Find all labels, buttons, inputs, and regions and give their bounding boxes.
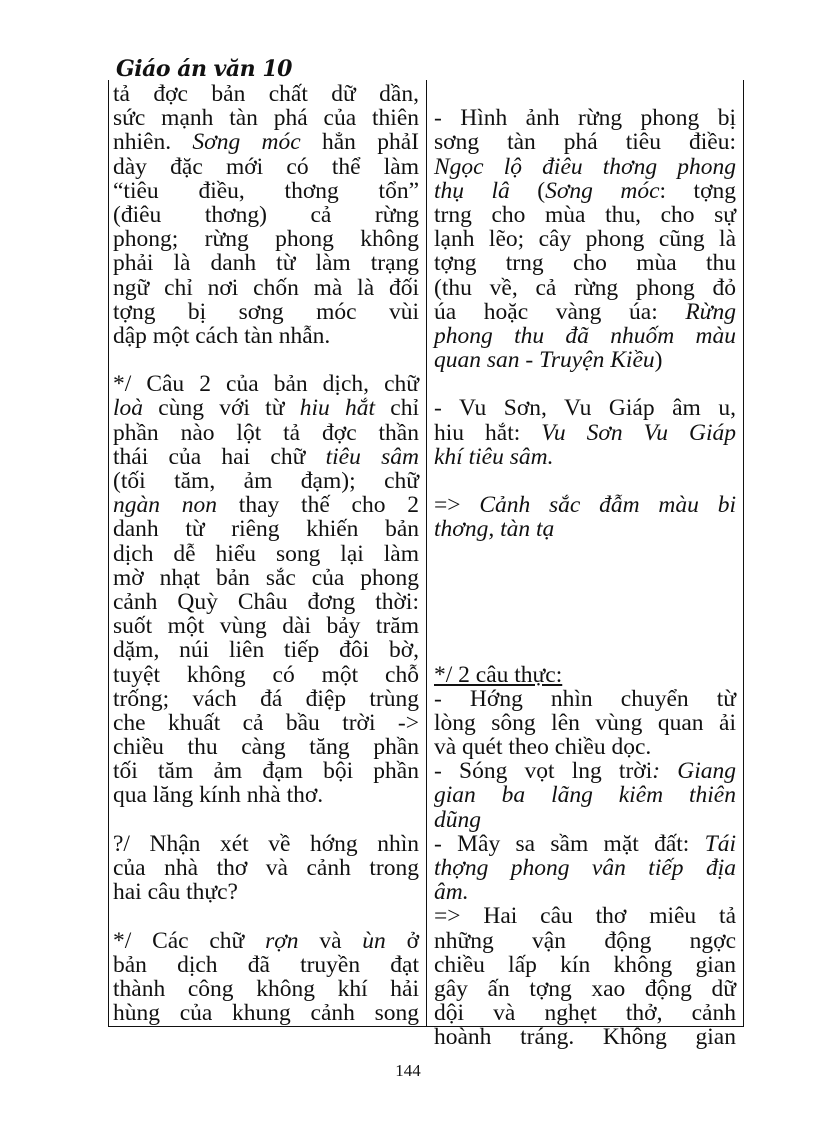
text-segment: ) [654,347,663,374]
text-line [434,759,736,783]
text-line: tuyệt không có một chỗ [113,661,419,688]
text-line: sơng tàn phá tiêu điều: [434,129,736,156]
text-segment: thợng phong vân tiếp địa [434,855,736,881]
blank-line [113,348,419,372]
document-header: Giáo án văn 10 [116,56,292,82]
text-line: cảnh Quỳ Châu đơng thời: [113,588,419,615]
text-segment: cùng với từ [143,395,300,422]
text-line [434,324,736,348]
text-line: và quét theo chiều dọc. [434,734,652,761]
text-line: - Vu Sơn, Vu Giáp âm u, [434,395,736,422]
text-line [113,396,419,420]
text-segment: gian ba lãng kiêm thiên [434,782,736,809]
text-segment: => [434,492,480,519]
text-segment: thay thế cho 2 [217,492,419,519]
text-line: lạnh lẽo; cây phong cũng là [434,226,736,253]
text-segment: */ 2 câu thực: [434,661,563,688]
text-segment: thụ lâ [434,177,510,204]
text-segment: thái của hai chữ [113,443,326,470]
blank-line [434,542,736,566]
text-line: phần nào lột tả đợc thần [113,419,419,446]
text-line: chiều lấp kín không gian [434,951,736,978]
text-segment: khí tiêu sâm. [434,443,554,470]
text-segment: - Sóng vọt lng trời [434,758,653,785]
text-line: tả đợc bản chất dữ dần, [113,81,419,107]
text-line: ngữ chỉ nơi chốn mà là đối [113,274,419,301]
text-segment: ( [509,177,546,204]
text-line: qua lăng kính nhà thơ. [113,782,324,809]
text-line: dội và nghẹt thở, cảnh [434,1000,736,1027]
left-column-text [113,82,419,1026]
text-line [434,300,736,324]
text-segment: Tái [704,830,736,857]
text-line: tợng trng cho mùa thu [434,250,736,277]
text-line: phong; rừng phong không [113,226,419,253]
text-segment: hiu hắt: [434,419,542,446]
text-line: hùng của khung cảnh song [113,1000,419,1027]
text-segment: */ Các chữ [113,927,266,954]
text-line: (tối tăm, ảm đạm); chữ [113,468,419,494]
text-segment: : Giang [652,758,737,785]
text-segment: úa hoặc vàng úa: [434,298,686,325]
text-line [113,130,419,154]
blank-line [113,904,419,928]
text-line: “tiêu điều, thơng tổn” [113,177,419,204]
text-segment: Vu Sơn Vu Giáp [541,419,736,446]
blank-line [434,82,736,106]
text-segment: dũng [434,806,481,833]
text-line: sức mạnh tàn phá của thiên [113,105,419,132]
text-line: thành công không khí hải [113,975,419,1002]
text-line: (điêu thơng) cả rừng [113,201,419,228]
text-line [434,517,736,541]
text-line: chiều thu càng tăng phần [113,734,419,761]
blank-line [434,638,736,662]
text-line [113,929,419,953]
text-segment: hẳn phảI [300,129,419,156]
right-column-text [434,82,737,1051]
text-segment: hiu hắt [299,395,376,422]
text-line [434,880,736,904]
text-segment: : tợng [659,177,736,204]
page-number: 144 [395,1061,421,1080]
text-line: mờ nhạt bản sắc của phong [113,564,419,591]
text-segment: rợn [265,927,299,954]
text-line: bản dịch đã truyền đạt [113,951,419,978]
text-segment: Cảnh sắc đẫm màu bi [479,492,736,519]
text-line: danh từ riêng khiến bản [113,516,419,543]
text-line: hai câu thực? [113,879,238,906]
text-line: dặm, núi liên tiếp đôi bờ, [113,637,419,664]
blank-line [434,469,736,493]
text-line: trng cho mùa thu, cho sự [434,201,736,228]
text-segment: chỉ [375,395,420,422]
text-line: của nhà thơ và cảnh trong [113,855,419,881]
text-segment: và [298,927,363,954]
text-line [434,445,736,469]
text-line [434,832,736,856]
text-line: tợng bị sơng móc vùi [113,298,419,325]
blank-line [434,566,736,590]
text-segment: âm. [434,879,469,906]
text-line [434,155,736,179]
text-line: hoành tráng. Không gian [434,1024,736,1051]
text-line: dày đặc mới có thể làm [113,153,419,180]
text-segment: nhiên. [113,129,193,156]
blank-line [434,372,736,396]
text-line: lòng sông lên vùng quan ải [434,709,736,736]
text-segment: ở [385,927,419,954]
text-line: tối tăm ảm đạm bội phần [113,758,419,785]
text-segment: Rừng [685,298,736,325]
blank-line [434,614,736,638]
text-line: suốt một vùng dài bảy trăm [113,613,419,640]
text-line: => Hai câu thơ miêu tả [434,903,736,930]
text-line [434,421,736,445]
text-line: (thu về, cả rừng phong đỏ [434,274,736,301]
blank-line [113,808,419,832]
text-segment: thơng, tàn tạ [434,516,555,543]
text-segment: loà [113,395,144,422]
text-line: ?/ Nhận xét về hớng nhìn [113,830,419,857]
text-line [434,856,736,880]
text-line [113,445,419,469]
text-line: - Hớng nhìn chuyển từ [434,685,736,712]
text-line [434,348,736,372]
text-line [434,808,736,832]
column-divider [426,80,427,1026]
text-line: gây ấn tợng xao động dữ [434,975,736,1002]
text-segment: ùn [362,927,386,954]
text-segment: Ngọc lộ điêu thơng phong [434,153,736,180]
lesson-table [108,80,744,1051]
text-line [434,783,736,807]
text-line [113,493,419,517]
text-line [434,663,736,687]
text-line [434,179,736,203]
text-line [434,493,736,517]
text-line: trống; vách đá điệp trùng [113,685,419,712]
text-segment: Sơng móc [192,129,301,156]
text-line: những vận động ngợc [434,927,736,954]
text-segment: - Mây sa sầm mặt đất: [434,830,705,857]
text-segment: phong thu đã nhuốm màu [434,322,736,349]
text-segment: Sơng móc [545,177,660,204]
text-line: dịch dễ hiểu song lại làm [113,540,419,567]
text-line: phải là danh từ làm trạng [113,250,419,277]
text-line: */ Câu 2 của bản dịch, chữ [113,371,419,398]
text-segment: tiêu sâm [325,443,419,470]
text-segment: quan san - Truyện Kiều [434,347,655,374]
text-segment: ngàn non [113,492,218,519]
blank-line [434,590,736,614]
text-line: che khuất cả bầu trời -> [113,709,419,736]
text-line: dập một cách tàn nhẫn. [113,322,331,349]
text-line: - Hình ảnh rừng phong bị [434,105,736,132]
